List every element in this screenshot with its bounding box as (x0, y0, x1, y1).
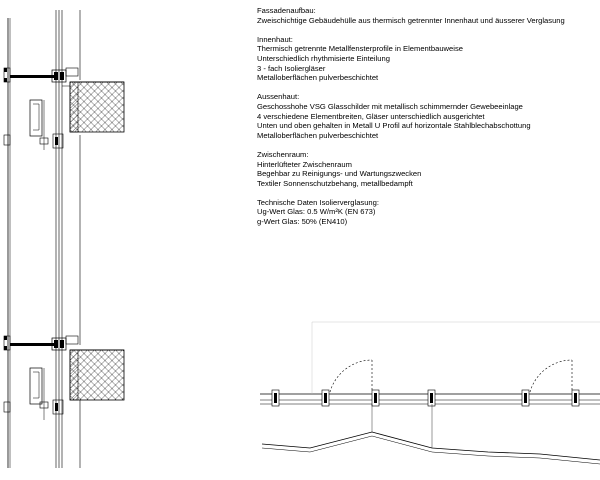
horizontal-section-drawing (260, 322, 600, 464)
section-line: Hinterlüfteter Zwischenraum (257, 159, 352, 169)
section-heading: Technische Daten Isolierverglasung: (257, 197, 379, 207)
section-heading: Zwischenraum: (257, 149, 309, 159)
outer-glass-panes (262, 404, 600, 464)
section-line: Unten und oben gehalten in Metall U Profil auf horizontale Stahlblechabschottung (257, 121, 531, 131)
section-innenhaut (257, 35, 597, 83)
section-line: Metalloberflächen pulverbeschichtet (257, 73, 379, 83)
section-technische-daten (257, 198, 597, 227)
section-heading: Innenhaut: (257, 34, 293, 44)
section-line: Begehbar zu Reinigungs- und Wartungszwecken (257, 169, 422, 179)
section-line: g-Wert Glas: 50% (EN410) (257, 217, 348, 227)
section-line: 4 verschiedene Elementbreiten, Gläser unterschiedlich ausgerichtet (257, 111, 485, 121)
section-line: Ug-Wert Glas: 0.5 W/m²K (EN 673) (257, 207, 376, 217)
section-line: Thermisch getrennte Metallfensterprofile in Elementbauweise (257, 44, 463, 54)
section-line: 3 - fach Isoliergläser (257, 63, 326, 73)
lower-slab (4, 336, 124, 420)
section-line: Unterschiedlich rhythmisierte Einteilung (257, 53, 390, 63)
section-line: Metalloberflächen pulverbeschichtet (257, 130, 379, 140)
section-heading: Aussenhaut: (257, 92, 300, 102)
section-heading: Fassadenaufbau: (257, 6, 316, 15)
section-zwischenraum (257, 150, 597, 188)
upper-slab (4, 68, 124, 150)
section-fassadenaufbau (257, 6, 597, 25)
section-line: Geschosshohe VSG Glasschilder mit metallisch schimmernder Gewebeeinlage (257, 101, 523, 111)
window-swing (330, 360, 572, 392)
section-line: Zweischichtige Gebäudehülle aus thermisch getrennter Innenhaut und äusserer Verglasung (257, 15, 565, 25)
section-aussenhaut (257, 92, 597, 140)
mullion-profiles (272, 390, 579, 406)
section-line: Textiler Sonnenschutzbehang, metallbedampft (257, 178, 413, 188)
specification-notes (257, 6, 597, 236)
